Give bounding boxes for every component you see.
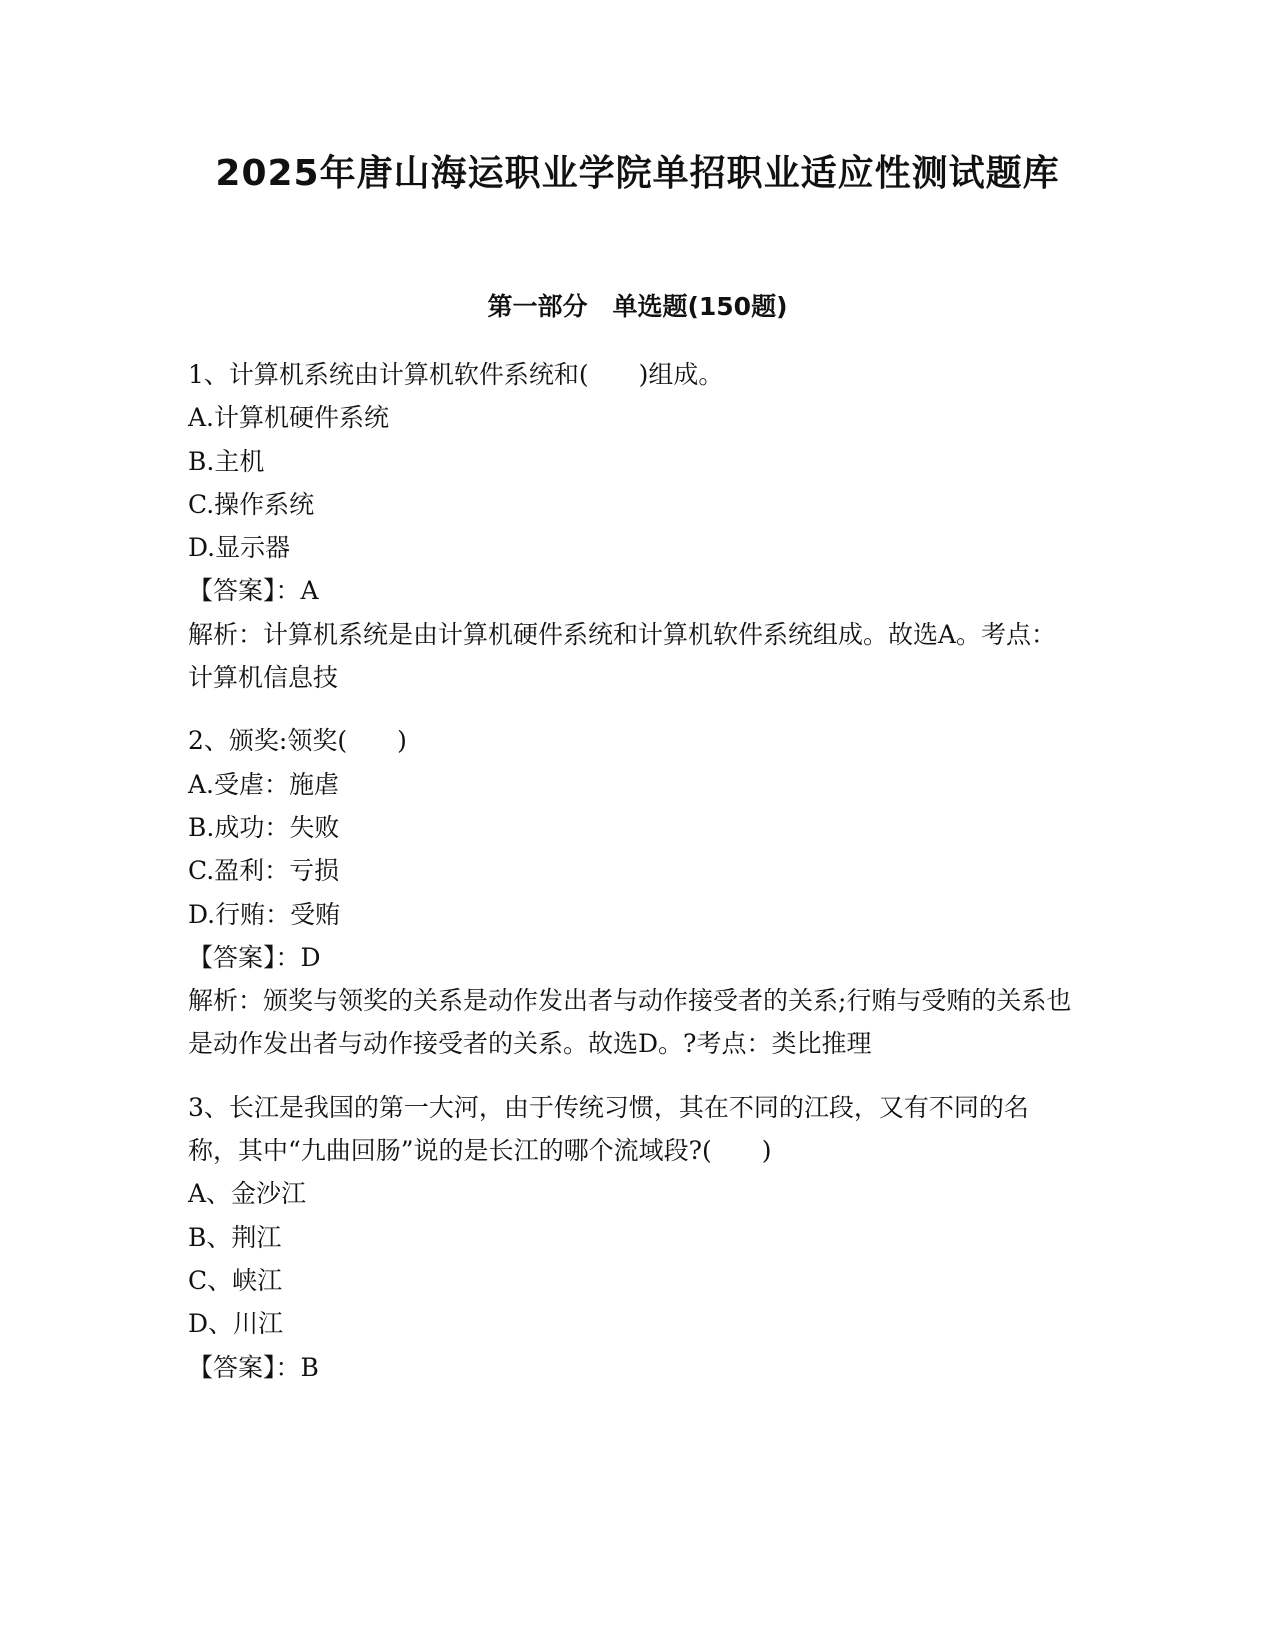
option-a: A、金沙江 (188, 1179, 307, 1209)
answer-line: 【答案】：A (188, 576, 319, 606)
option-d: D.显示器 (188, 533, 291, 563)
answer-line: 【答案】：B (188, 1352, 319, 1382)
question-item (188, 1086, 1078, 1389)
option-c: C.操作系统 (188, 489, 315, 519)
answer-line: 【答案】：D (188, 942, 321, 972)
option-c: C.盈利：亏损 (188, 856, 340, 886)
option-c: C、峡江 (188, 1265, 283, 1295)
analysis-text: 解析：颁奖与领奖的关系是动作发出者与动作接受者的关系;行贿与受贿的关系也是动作发出者与动作接受者的关系。故选D。?考点：类比推理 (188, 986, 1072, 1059)
option-d: D.行贿：受贿 (188, 899, 341, 929)
option-a: A.受虐：施虐 (188, 769, 340, 799)
question-item (188, 719, 1078, 1065)
option-b: B.主机 (188, 446, 265, 476)
option-b: B.成功：失败 (188, 812, 340, 842)
option-b: B、荆江 (188, 1222, 282, 1252)
document-title: 2025年唐山海运职业学院单招职业适应性测试题库 (215, 153, 1060, 194)
question-item (188, 353, 1078, 699)
question-list (188, 353, 1078, 1389)
question-gap (188, 699, 1078, 719)
option-d: D、川江 (188, 1309, 284, 1339)
analysis-text: 解析：计算机系统是由计算机硬件系统和计算机软件系统组成。故选A。考点：计算机信息技 (188, 619, 1057, 693)
question-stem: 2、颁奖:领奖( ) (188, 726, 407, 756)
section-heading: 第一部分 单选题(150题) (487, 292, 788, 321)
question-stem: 3、长江是我国的第一大河，由于传统习惯，其在不同的江段，又有不同的名称，其中“九曲回肠”说的是长江的哪个流域段?( ) (188, 1092, 1029, 1166)
option-a: A.计算机硬件系统 (188, 403, 390, 433)
question-gap (188, 1066, 1078, 1086)
question-stem: 1、计算机系统由计算机软件系统和( )组成。 (188, 360, 724, 389)
